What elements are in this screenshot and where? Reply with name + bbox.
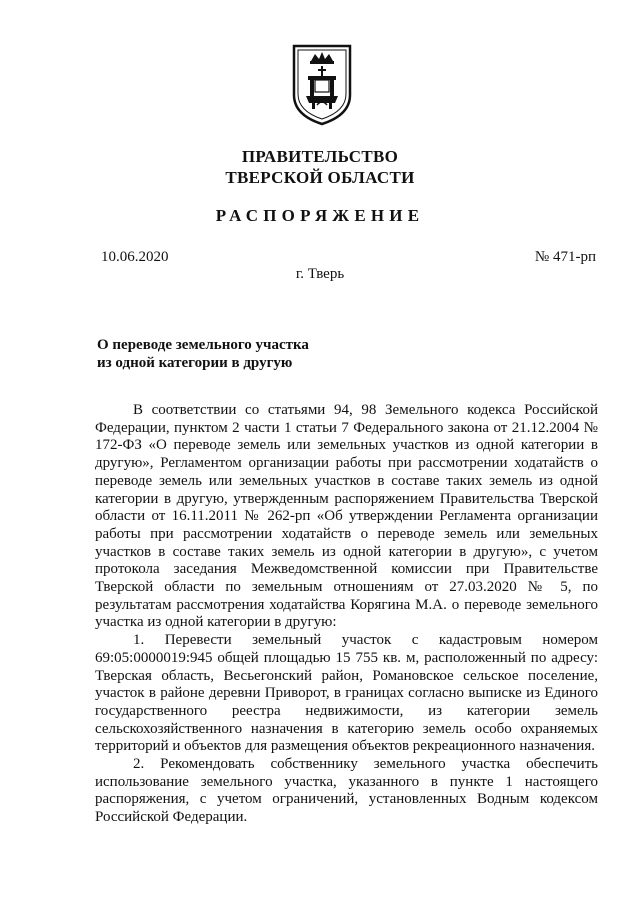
subject-line1: О переводе земельного участка	[97, 337, 309, 353]
document-subject	[97, 336, 309, 372]
item-1-paragraph: 1. Перевести земельный участок с кадастровым номером 69:05:0000019:945 общей площадью 15 755 кв. м, расположенный по адресу: Тверская область, Весьегонский район, Романовское сельское поселение, участок в районе деревни Приворот, в границах согласно выписке из Единого государственного реестра недвижимости, из категории земель сельскохозяйственного назначения в категорию земель особо охраняемых территорий и объектов для размещения объектов рекреационного назначения.	[95, 632, 598, 755]
subject-line2: из одной категории в другую	[97, 355, 293, 371]
coat-of-arms-icon	[291, 43, 353, 127]
document-number: № 471-рп	[534, 249, 596, 265]
item-2-paragraph: 2. Рекомендовать собственнику земельного участка обеспечить использование земельного участка, указанного в пункте 1 настоящего распоряжения, с учетом ограничений, установленных Водным кодексом Российской Федерации.	[95, 756, 598, 826]
org-title-line2: ТВЕРСКОЙ ОБЛАСТИ	[225, 168, 415, 187]
document-date: 10.06.2020	[101, 249, 169, 265]
document-city: г. Тверь	[295, 266, 345, 282]
intro-paragraph: В соответствии со статьями 94, 98 Земельного кодекса Российской Федерации, пунктом 2 части 1 статьи 7 Федерального закона от 21.12.2004 № 172-ФЗ «О переводе земель или земельных участков из одной категории в другую», Регламентом организации работы при рассмотрении ходатайств о переводе земель или земельных участков в составе таких земель из одной категории в другую, утвержденным распоряжением Правительства Тверской области от 16.11.2011 № 262-рп «Об утверждении Регламента организации работы при рассмотрении ходатайств о переводе земель или земельных участков в составе таких земель из одной категории в другую», с учетом протокола заседания Межведомственной комиссии при Правительстве Тверской области по земельным отношениям от 27.03.2020 № 5, по результатам рассмотрения ходатайства Корягина М.А. о переводе земельного участка из одной категории в другую:	[95, 402, 598, 631]
document-type: РАСПОРЯЖЕНИЕ	[215, 206, 425, 225]
document-body	[95, 402, 598, 827]
org-title-line1: ПРАВИТЕЛЬСТВО	[241, 147, 399, 166]
